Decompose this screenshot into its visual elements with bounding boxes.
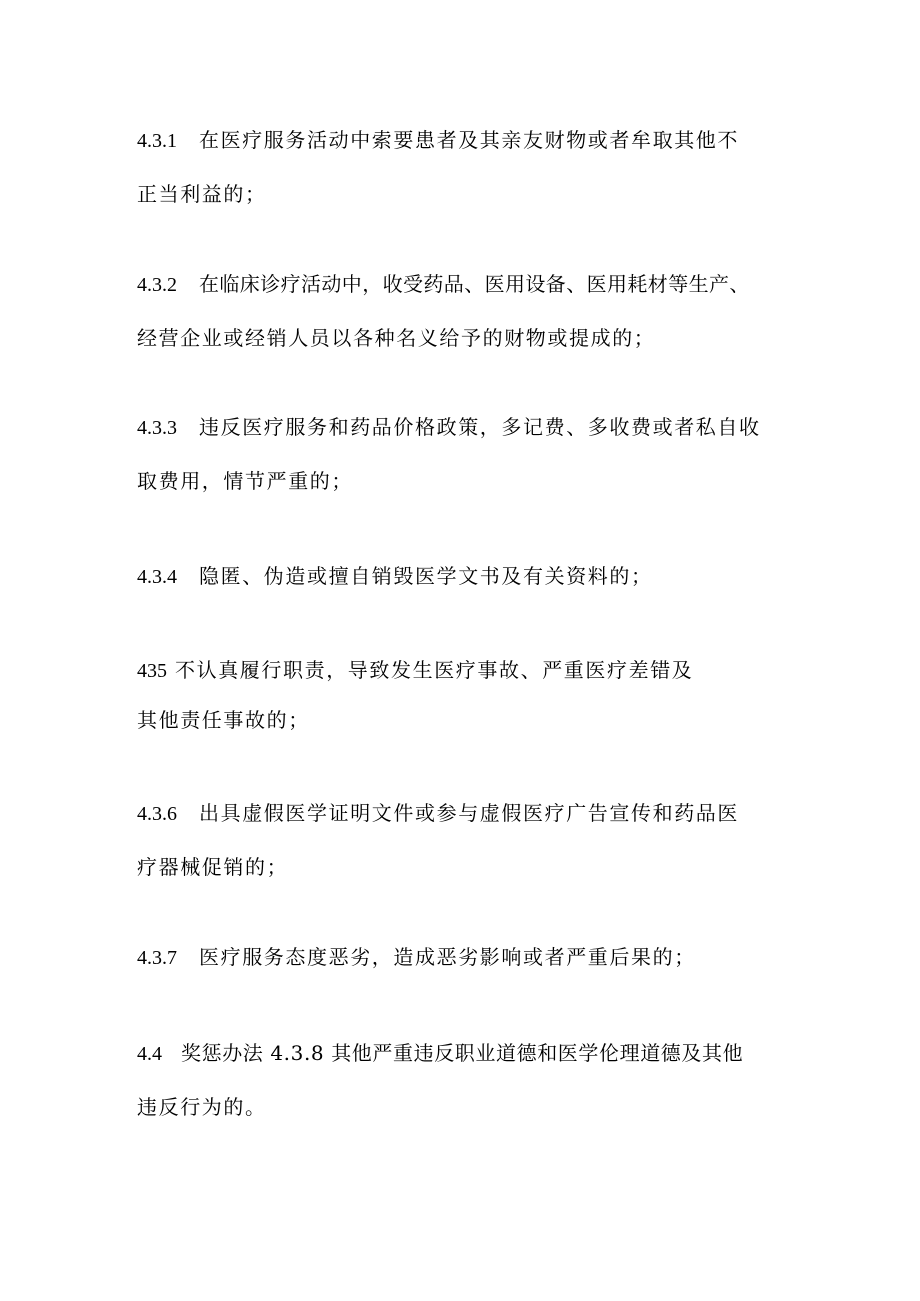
clause-line-2: 其他责任事故的； [137, 708, 310, 732]
clause-line-2: 违反行为的。 [137, 1095, 267, 1119]
clause-text: 不认真履行职责，导致发生医疗事故、严重医疗差错及 [175, 658, 694, 682]
clause-number: 435 [137, 660, 167, 682]
clause-text: 隐匿、伪造或擅自销毁医学文书及有关资料的； [199, 564, 653, 588]
clause-line-2: 经营企业或经销人员以各种名义给予的财物或提成的； [137, 326, 656, 350]
clause-number: 4.3.2 [137, 274, 177, 296]
clause-line-1 [137, 1041, 743, 1065]
clause-text: 出具虚假医学证明文件或参与虚假医疗广告宣传和药品医 [199, 801, 739, 825]
clause-number: 4.4 [137, 1043, 162, 1065]
clause-number: 4.3.3 [137, 417, 177, 439]
clause-line-1 [137, 415, 761, 439]
clause-text: 违反医疗服务和药品价格政策，多记费、多收费或者私自收 [199, 415, 761, 439]
clause-line-1 [137, 658, 693, 682]
clause-text: 奖惩办法 4.3.8 其他严重违反职业道德和医学伦理道德及其他 [181, 1041, 744, 1065]
clause-line-2: 取费用，情节严重的； [137, 469, 353, 493]
clause-line-1 [137, 564, 653, 588]
clause-line-1 [137, 801, 739, 825]
clause-line-1 [137, 945, 696, 969]
clause-line-2: 疗器械促销的； [137, 855, 289, 879]
clause-line-1 [137, 272, 750, 296]
clause-number: 4.3.7 [137, 947, 177, 969]
clause-number: 4.3.1 [137, 130, 177, 152]
clause-line-1 [137, 128, 739, 152]
clause-number: 4.3.4 [137, 566, 177, 588]
clause-text: 在医疗服务活动中索要患者及其亲友财物或者牟取其他不 [199, 128, 739, 152]
clause-text: 医疗服务态度恶劣，造成恶劣影响或者严重后果的； [199, 945, 696, 969]
clause-number: 4.3.6 [137, 803, 177, 825]
clause-line-2: 正当利益的； [137, 182, 267, 206]
clause-text: 在临床诊疗活动中，收受药品、医用设备、医用耗材等生产、 [199, 272, 750, 296]
